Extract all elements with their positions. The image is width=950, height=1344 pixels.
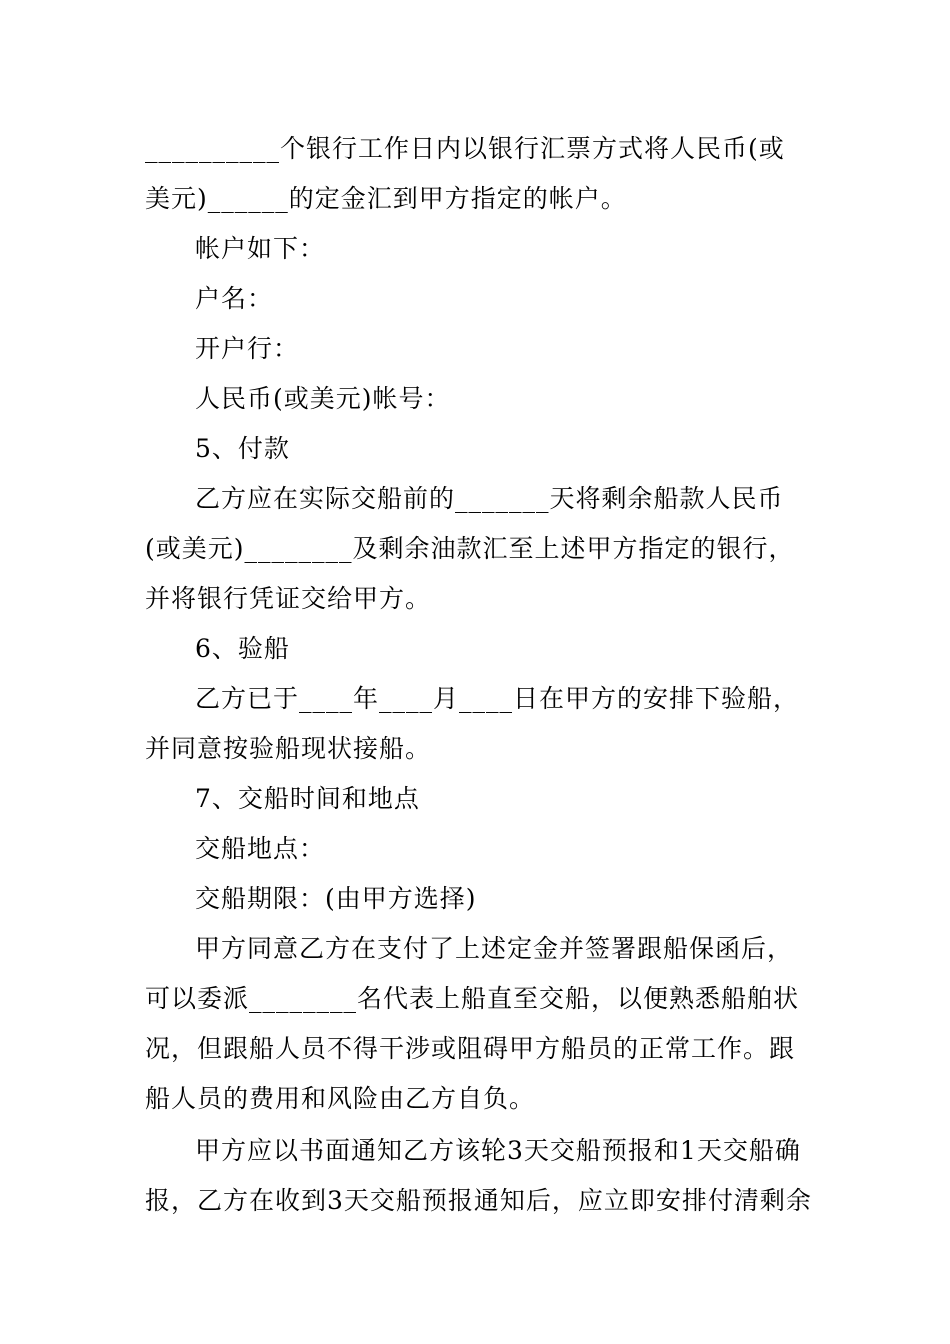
doc-line-16: 交船期限：(由甲方选择) <box>195 884 477 913</box>
section-heading-payment: 5、付款 <box>195 434 290 463</box>
doc-line-9: (或美元)________及剩余油款汇至上述甲方指定的银行， <box>145 534 795 563</box>
doc-line-10: 并将银行凭证交给甲方。 <box>145 584 432 613</box>
doc-line-4: 户名： <box>195 284 274 313</box>
doc-line-12: 乙方已于____年____月____日在甲方的安排下验船， <box>195 684 800 713</box>
doc-line-22: 报，乙方在收到3天交船预报通知后，应立即安排付清剩余 <box>145 1186 812 1215</box>
doc-line-6: 人民币(或美元)帐号： <box>195 384 451 413</box>
doc-line-15: 交船地点： <box>195 834 326 863</box>
section-heading-inspection: 6、验船 <box>195 634 290 663</box>
section-heading-delivery: 7、交船时间和地点 <box>195 784 420 813</box>
doc-line-17: 甲方同意乙方在支付了上述定金并签署跟船保函后， <box>195 934 794 963</box>
doc-line-8: 乙方应在实际交船前的_______天将剩余船款人民币 <box>195 484 784 513</box>
doc-line-21: 甲方应以书面通知乙方该轮3天交船预报和1天交船确 <box>195 1136 801 1165</box>
doc-line-1: __________个银行工作日内以银行汇票方式将人民币(或 <box>145 134 785 163</box>
doc-line-3: 帐户如下： <box>195 234 326 263</box>
doc-line-2: 美元)______的定金汇到甲方指定的帐户。 <box>145 184 627 213</box>
doc-line-20: 船人员的费用和风险由乙方自负。 <box>145 1084 536 1113</box>
doc-line-18: 可以委派________名代表上船直至交船，以便熟悉船舶状 <box>145 984 800 1013</box>
doc-line-5: 开户行： <box>195 334 300 363</box>
doc-line-19: 况，但跟船人员不得干涉或阻碍甲方船员的正常工作。跟 <box>145 1034 796 1063</box>
doc-line-13: 并同意按验船现状接船。 <box>145 734 432 763</box>
